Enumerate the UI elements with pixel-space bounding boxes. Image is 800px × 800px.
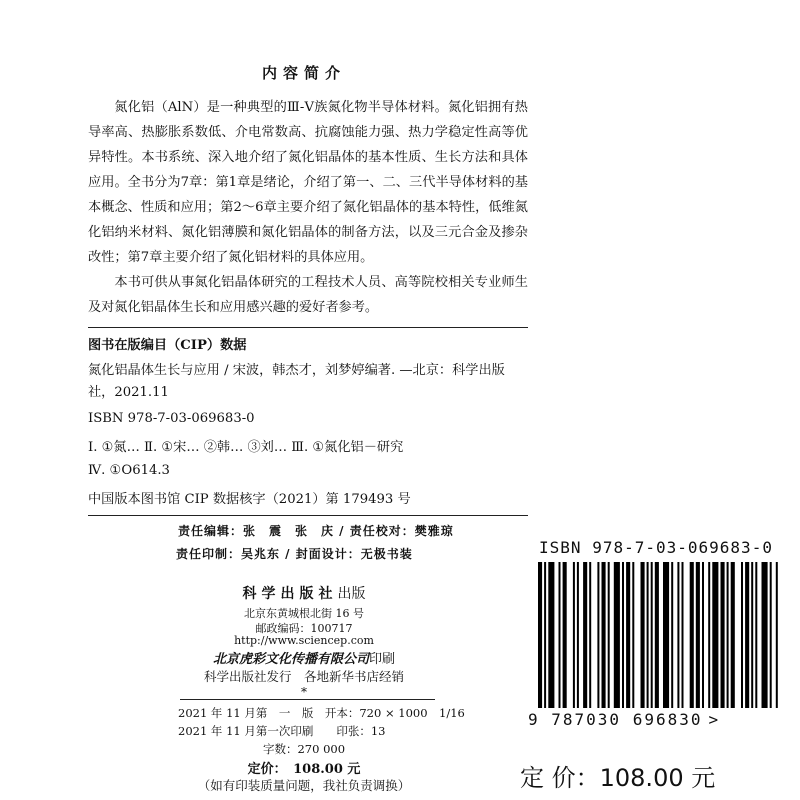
barcode-bar [727, 562, 729, 708]
star-separator: * [301, 685, 307, 699]
summary-body [88, 95, 528, 320]
barcode-bar [745, 562, 749, 708]
quality-note: （如有印装质量问题，我社负责调换） [197, 778, 411, 793]
cip-isbn: ISBN 978-7-03-069683-0 [88, 411, 255, 426]
barcode-bar [677, 562, 679, 708]
printing-line: 2021 年 11 月第一次印刷 印张：13 [178, 724, 386, 738]
barcode-bar [622, 562, 624, 708]
barcode-bar [608, 562, 610, 708]
barcode-bar [741, 562, 743, 708]
barcode-bar [647, 562, 649, 708]
barcode-price: 定 价：108.00 元 [520, 764, 716, 792]
barcode-bar [755, 562, 757, 708]
cip-entry: 氮化铝晶体生长与应用 / 宋波，韩杰才，刘梦婷编著. —北京：科学出版社，2021.11 [88, 363, 505, 400]
word-count: 字数：270 000 [262, 742, 346, 756]
barcode-bar [770, 562, 772, 708]
divider [88, 327, 528, 328]
barcode-bar [690, 562, 694, 708]
barcode-bar [577, 562, 579, 708]
barcode-bar [632, 562, 634, 708]
barcode-bar [597, 562, 599, 708]
cip-heading: 图书在版编目（CIP）数据 [88, 338, 247, 353]
barcode-bar [731, 562, 735, 708]
barcode-bar [559, 562, 561, 708]
publisher-name: 科学出版社 [242, 586, 338, 602]
barcode-bar [602, 562, 606, 708]
divider [88, 515, 528, 516]
summary-title: 内容简介 [261, 64, 346, 82]
barcode-bar [641, 562, 645, 708]
barcode-arrow: > [708, 710, 721, 729]
summary-paragraph: 氮化铝（AlN）是一种典型的Ⅲ-Ⅴ族氮化物半导体材料。氮化铝拥有热导率高、热膨胀系数低、介电常数高、抗腐蚀能力强、热力学稳定性高等优异特性。本书系统、深入地介绍了氮化铝晶体的基本性质、生长方法和具体应用。全书分为7章：第1章是绪论，介绍了第一、二、三代半导体材料的基本概念、性质和应用；第2～6章主要介绍了氮化铝晶体的基本特性，低维氮化铝纳米材料、氮化铝薄膜和氮化铝晶体的制备方法，以及三元合金及掺杂改性；第7章主要介绍了氮化铝材料的具体应用。 [88, 100, 528, 265]
barcode-isbn: ISBN 978-7-03-069683-0 [539, 538, 773, 557]
barcode-bar [548, 562, 554, 708]
cip-classification: Ⅰ. ①氮… Ⅱ. ①宋… ②韩… ③刘… Ⅲ. ①氮化铝－研究 [88, 440, 404, 455]
barcode-bar [762, 562, 768, 708]
barcode-image [538, 562, 778, 720]
edition-line: 2021 年 11 月第 一 版 开本：720 × 1000 1/16 [178, 706, 465, 720]
credits-editors: 责任编辑：张 震 张 庆 / 责任校对：樊雅琼 [178, 524, 454, 538]
divider [180, 699, 435, 700]
barcode-bar [538, 562, 542, 708]
credits-production: 责任印制：吴兆东 / 封面设计：无极书装 [176, 547, 413, 561]
price: 定价： 108.00 元 [247, 762, 361, 777]
publisher-url: http://www.sciencep.com [234, 634, 374, 647]
barcode-bar [563, 562, 567, 708]
barcode-bar [682, 562, 684, 708]
barcode-bar [655, 562, 659, 708]
barcode-bar [671, 562, 673, 708]
publish-label: 出版 [337, 586, 366, 602]
barcode-bar [721, 562, 725, 708]
barcode-bar [776, 562, 778, 708]
barcode-bar [702, 562, 704, 708]
barcode-number: 9 787030 696830 [528, 710, 703, 729]
barcode-bar [708, 562, 710, 708]
publisher-address: 北京东黄城根北街 16 号 [244, 607, 364, 620]
barcode-digits [528, 710, 794, 729]
cip-classification: Ⅳ. ①O614.3 [88, 463, 170, 478]
barcode-bar [696, 562, 700, 708]
barcode-bar [663, 562, 669, 708]
cip-verification: 中国版本图书馆 CIP 数据核字（2021）第 179493 号 [88, 492, 411, 507]
barcode-bar [626, 562, 630, 708]
barcode-bar [573, 562, 575, 708]
barcode-bar [751, 562, 753, 708]
barcode-bar [651, 562, 653, 708]
summary-paragraph: 本书可供从事氮化铝晶体研究的工程技术人员、高等院校相关专业师生及对氮化铝晶体生长和应用感兴趣的爱好者参考。 [88, 275, 528, 315]
barcode-bar [589, 562, 591, 708]
distribution: 科学出版社发行 各地新华书店经销 [203, 669, 404, 684]
print-label: 印刷 [369, 652, 396, 667]
printer-name: 北京虎彩文化传播有限公司 [212, 652, 369, 667]
barcode-bar [544, 562, 546, 708]
barcode-bar [583, 562, 587, 708]
barcode-bar [614, 562, 620, 708]
barcode-bar [712, 562, 718, 708]
publisher-postcode: 邮政编码：100717 [255, 622, 353, 635]
